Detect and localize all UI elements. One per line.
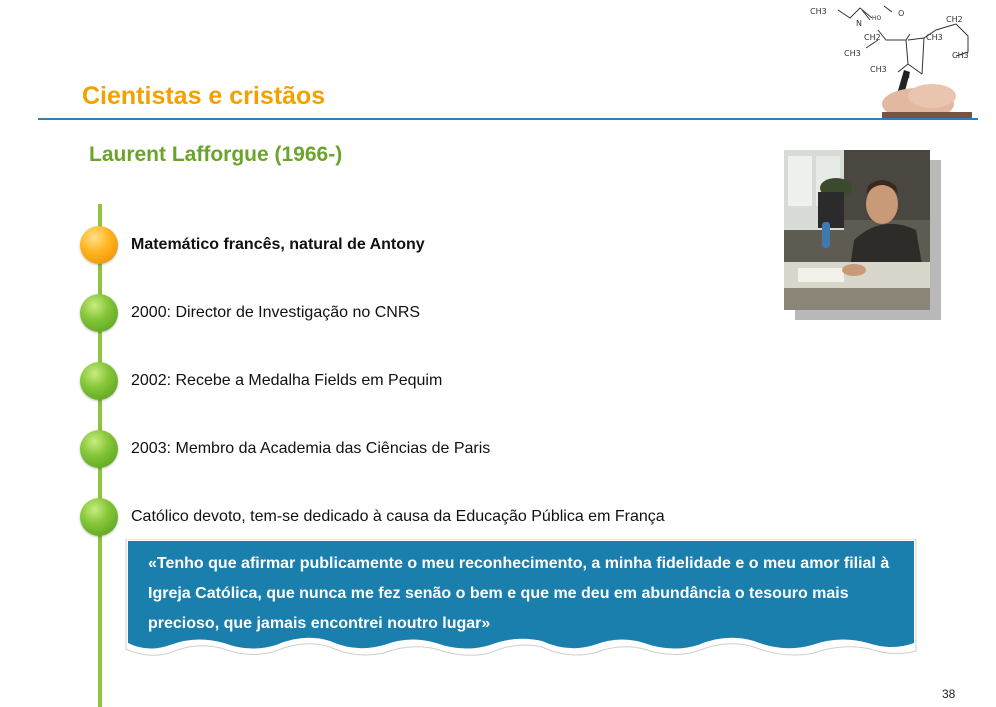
person-at-desk-photo-icon (784, 150, 930, 310)
timeline-bullet-orange (80, 226, 118, 264)
timeline-item-text: 2003: Membro da Academia das Ciências de Paris (131, 440, 491, 457)
chem-label: CH2 (864, 33, 881, 42)
timeline-bullet-green (80, 498, 118, 536)
chem-label: CH2 (946, 15, 963, 24)
timeline-bullet-green (80, 362, 118, 400)
timeline-item (80, 498, 780, 538)
chem-label: CH3 (870, 65, 887, 74)
chemical-structure-icon (806, 0, 986, 120)
timeline-bullet-green (80, 294, 118, 332)
chem-label: CH3 (926, 33, 943, 42)
chem-label: CH3 (844, 49, 861, 58)
timeline-item (80, 226, 780, 266)
timeline-item (80, 294, 780, 334)
page-number: 38 (942, 687, 956, 701)
timeline-item-text: 2000: Director de Investigação no CNRS (131, 304, 421, 321)
chem-label: HO (872, 15, 882, 22)
quote-text: «Tenho que afirmar publicamente o meu reconhecimento, a minha fidelidade e o meu amor filial à Igreja Católica, que nunca me fez senão o bem e que me deu em abundância o tesouro mais precioso, que jamais encontrei noutro lugar» (148, 555, 890, 632)
chem-label: N (856, 19, 862, 28)
chem-label: CH3 (952, 51, 969, 60)
slide-title: Cientistas e cristãos (82, 82, 326, 110)
timeline-item (80, 362, 780, 402)
chem-label: CH3 (810, 7, 827, 16)
timeline-item-text: Matemático francês, natural de Antony (131, 236, 425, 253)
timeline-bullet-green (80, 430, 118, 468)
timeline-item-text: 2002: Recebe a Medalha Fields em Pequim (131, 372, 443, 389)
section-subtitle: Laurent Lafforgue (1966-) (89, 143, 343, 166)
chem-label: O (898, 9, 905, 18)
timeline-item-text: Católico devoto, tem-se dedicado à causa da Educação Pública em França (131, 508, 665, 525)
timeline-item (80, 430, 780, 470)
portrait-photo (784, 150, 930, 310)
header-divider (38, 118, 978, 120)
quote-box (124, 539, 918, 661)
